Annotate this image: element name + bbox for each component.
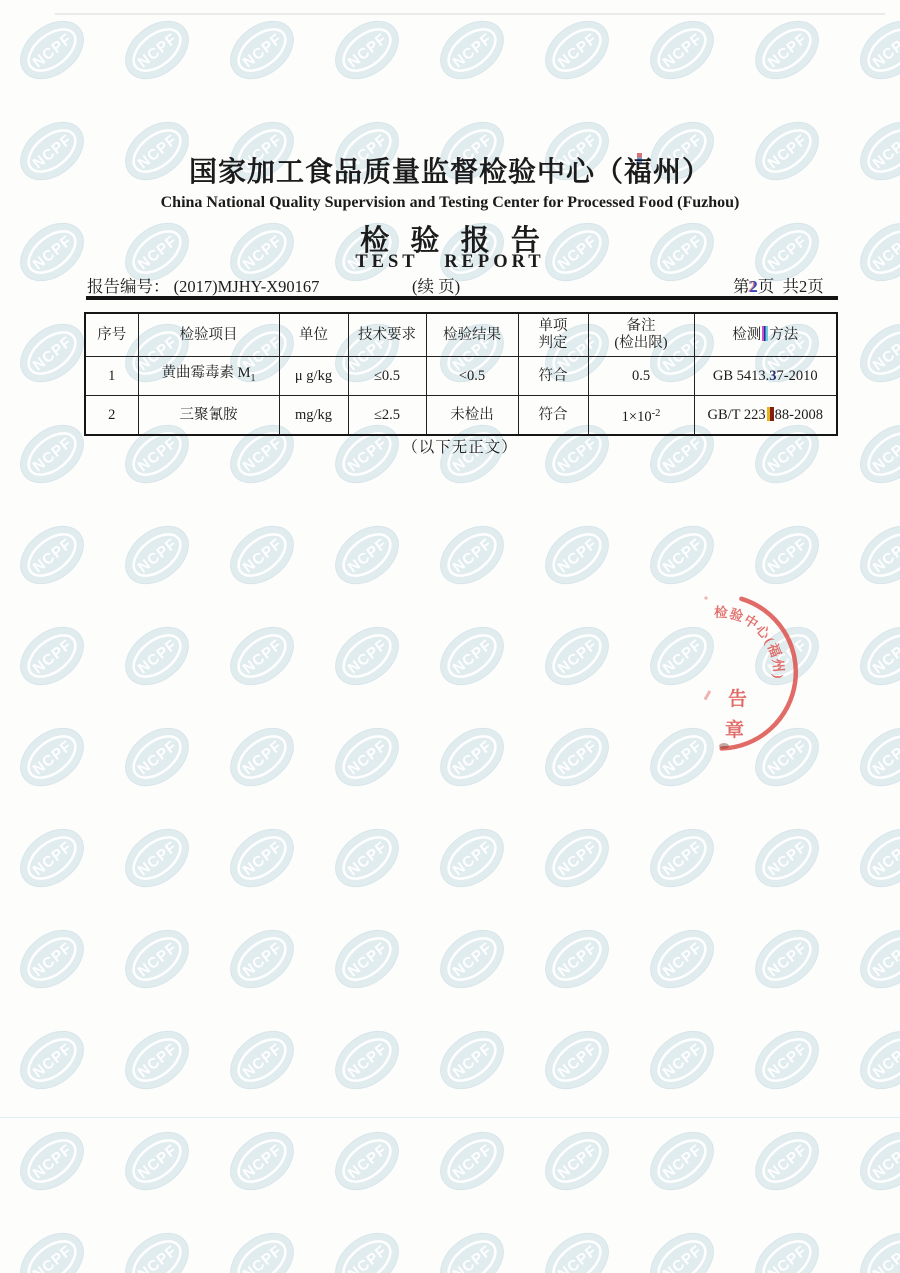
page-suffix: 页 xyxy=(807,277,824,296)
header-method-part1: 检测 xyxy=(732,327,762,343)
method-post: 7-2010 xyxy=(776,367,818,384)
stamp-arc-text: 检验中心(福州) xyxy=(713,604,787,681)
header-judgment-line2: 判定 xyxy=(538,335,568,351)
header-requirement: 技术要求 xyxy=(348,313,426,357)
stamp-char-zhang: 章 xyxy=(725,720,745,741)
cell-item: 三聚氰胺 xyxy=(138,396,279,436)
cell-method xyxy=(694,396,837,436)
header-judgment-line1: 单项 xyxy=(538,318,568,334)
header-method xyxy=(694,313,837,357)
method-pre: GB/T 223 xyxy=(707,406,766,423)
header-remark xyxy=(588,313,694,357)
header-item: 检验项目 xyxy=(138,313,279,357)
color-dot-scan-artifact xyxy=(767,407,774,421)
page-prefix: 第 xyxy=(733,277,750,296)
cell-result: <0.5 xyxy=(426,357,518,396)
header-no: 序号 xyxy=(85,313,138,357)
cell-no: 2 xyxy=(85,396,138,436)
header-method-part2: 方法 xyxy=(769,327,799,343)
table-row xyxy=(85,396,837,436)
org-title-en: China National Quality Supervision and Testing Center for Processed Food (Fuzhou) xyxy=(160,194,740,211)
item-name: 黄曲霉毒素 M xyxy=(161,365,251,381)
page-current-number: 2 xyxy=(749,277,758,296)
header-judgment xyxy=(518,313,588,357)
stamp-char-gao: 告 xyxy=(728,689,748,710)
stamp-faint-mark xyxy=(704,690,712,700)
cell-requirement: ≤0.5 xyxy=(348,357,426,396)
continuation-note: (续 页) xyxy=(412,277,461,296)
page-mid-label: 页 共 xyxy=(757,277,799,296)
red-seal-stamp xyxy=(600,560,820,790)
remark-superscript: -2 xyxy=(651,407,661,419)
header-remark-line1: 备注 xyxy=(626,318,656,334)
report-number xyxy=(87,273,319,297)
no-more-text-note: （以下无正文） xyxy=(402,439,518,456)
report-number-value: (2017)MJHY-X90167 xyxy=(173,277,320,296)
report-title-cn: 检 验 报 告 xyxy=(360,225,540,257)
page-indicator xyxy=(733,273,824,297)
cell-remark xyxy=(588,396,694,436)
header-result: 检验结果 xyxy=(426,313,518,357)
cell-method xyxy=(694,357,837,396)
cell-item xyxy=(138,357,279,396)
stamp-ink-speck xyxy=(704,596,707,599)
header-remark-line2: (检出限) xyxy=(614,335,668,351)
cell-unit: μ g/kg xyxy=(279,357,348,396)
scan-edge-line xyxy=(55,13,885,15)
table-header-row xyxy=(85,313,837,357)
method-blue-digit: 3 xyxy=(769,367,777,384)
table-row xyxy=(85,357,837,396)
cell-judgment: 符合 xyxy=(518,396,588,436)
cell-judgment: 符合 xyxy=(518,357,588,396)
page-total-number: 2 xyxy=(799,277,808,296)
meta-row xyxy=(0,273,900,297)
cursor-scan-artifact xyxy=(762,326,768,341)
cell-unit: mg/kg xyxy=(279,396,348,436)
method-pre: GB 5413. xyxy=(712,367,770,384)
stamp-ink-smudge xyxy=(719,743,729,749)
cell-result: 未检出 xyxy=(426,396,518,436)
cell-requirement: ≤2.5 xyxy=(348,396,426,436)
item-subscript: 1 xyxy=(250,373,256,384)
cell-no: 1 xyxy=(85,357,138,396)
remark-base: 1×10 xyxy=(621,408,652,425)
cell-remark: 0.5 xyxy=(588,357,694,396)
report-number-label: 报告编号： xyxy=(87,277,174,296)
results-table xyxy=(84,312,838,436)
report-title-en: TEST REPORT xyxy=(355,252,545,272)
header-unit: 单位 xyxy=(279,313,348,357)
org-title-cn: 国家加工食品质量监督检验中心（福州） xyxy=(188,157,711,188)
scan-artifact-line xyxy=(0,1117,900,1118)
method-post: 88-2008 xyxy=(774,406,823,423)
divider-rule xyxy=(86,296,838,300)
